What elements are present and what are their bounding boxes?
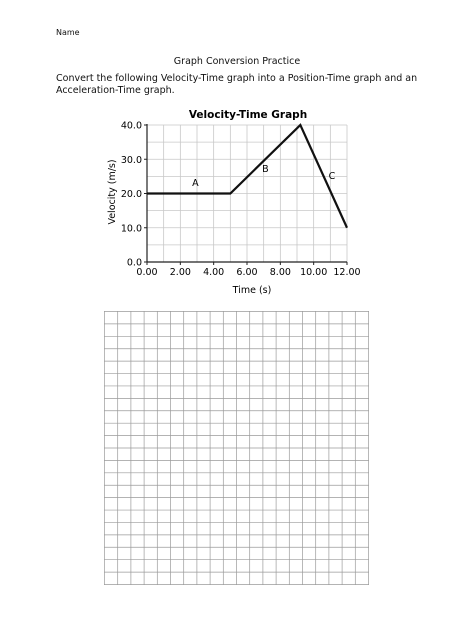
- y-tick-label: 20.0: [120, 189, 142, 200]
- x-tick-label: 10.00: [300, 267, 328, 278]
- y-tick-label: 0.0: [126, 257, 142, 269]
- x-tick-label: 8.00: [269, 267, 291, 278]
- x-tick-label: 2.00: [169, 267, 191, 278]
- chart-title: Velocity-Time Graph: [188, 109, 308, 121]
- x-tick-label: 6.00: [236, 267, 258, 278]
- x-tick-label: 0.00: [136, 267, 158, 278]
- x-axis-label: Time (s): [232, 285, 272, 296]
- segment-label-c: C: [328, 171, 336, 183]
- y-axis-label: Velocity (m/s): [107, 159, 118, 225]
- y-tick-label: 10.0: [120, 223, 142, 235]
- y-tick-label: 30.0: [120, 154, 142, 166]
- blank-graph-grid: [104, 311, 369, 585]
- page-title: Graph Conversion Practice: [173, 56, 301, 67]
- velocity-time-chart: [0, 0, 474, 310]
- chart-tick-labels: [121, 121, 361, 279]
- y-tick-label: 40.0: [120, 120, 142, 132]
- x-tick-label: 4.00: [203, 267, 225, 278]
- name-label: Name: [56, 28, 80, 37]
- instructions-text: Convert the following Velocity-Time graph into a Position-Time graph and an Acceleration-Time graph.: [56, 73, 418, 96]
- x-tick-label: 12.00: [333, 267, 361, 278]
- segment-label-a: A: [192, 177, 199, 189]
- segment-label-b: B: [262, 163, 269, 175]
